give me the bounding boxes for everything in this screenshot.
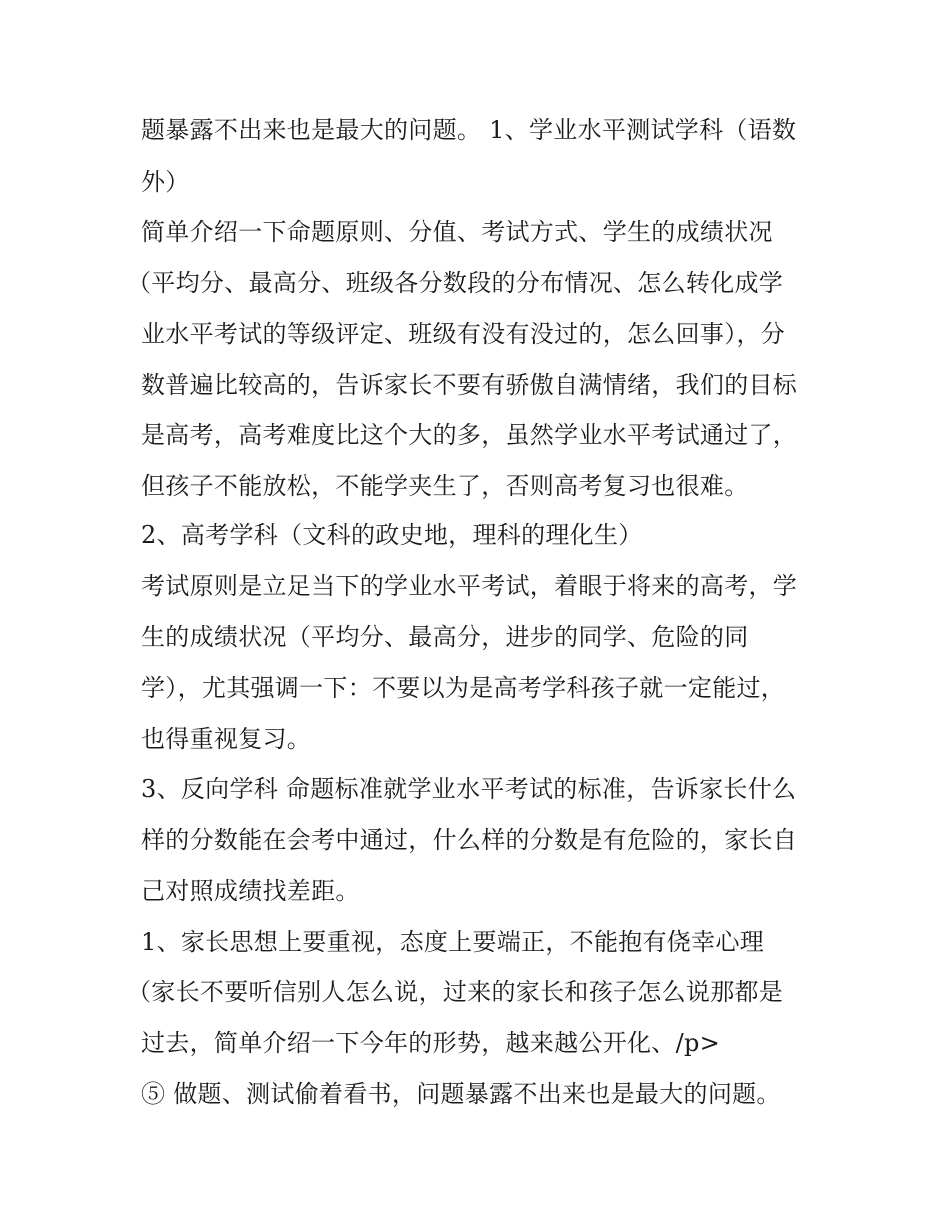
text-line: 外） (141, 168, 190, 196)
text-line: 但孩子不能放松，不能学夹生了，否则高考复习也很难。 (141, 472, 749, 500)
text-line: 过去，简单介绍一下今年的形势，越来越公开化、/p> (141, 1029, 721, 1057)
text-line: 是高考，高考难度比这个大的多，虽然学业水平考试通过了， (141, 421, 798, 449)
text-line: 己对照成绩找差距。 (141, 877, 360, 905)
text-line: 样的分数能在会考中通过，什么样的分数是有危险的，家长自 (141, 826, 798, 854)
text-line: 学），尤其强调一下：不要以为是高考学科孩子就一定能过， (141, 674, 786, 702)
text-line: 也得重视复习。 (141, 725, 312, 753)
text-line: 考试原则是立足当下的学业水平考试，着眼于将来的高考，学 (141, 572, 798, 600)
text-line: ⑤ 做题、测试偷着看书，问题暴露不出来也是最大的问题。 (141, 1080, 781, 1108)
text-line: 生的成绩状况（平均分、最高分，进步的同学、危险的同 (141, 623, 749, 651)
text-line: （家长不要听信别人怎么说，过来的家长和孩子怎么说那都是 (127, 978, 784, 1006)
text-line: 题暴露不出来也是最大的问题。 1、学业水平测试学科（语数 (141, 116, 797, 144)
text-line: 1、家长思想上要重视，态度上要端正，不能抱有侥幸心理 (141, 928, 765, 956)
text-line: 数普遍比较高的，告诉家长不要有骄傲自满情绪，我们的目标 (141, 371, 798, 399)
text-line: （平均分、最高分、班级各分数段的分布情况、怎么转化成学 (127, 269, 784, 297)
text-line: 3、反向学科 命题标准就学业水平考试的标准，告诉家长什么 (141, 775, 797, 803)
text-line: 业水平考试的等级评定、班级有没有没过的，怎么回事），分 (141, 320, 786, 348)
text-line: 简单介绍一下命题原则、分值、考试方式、学生的成绩状况 (141, 218, 773, 246)
text-line: 2、高考学科（文科的政史地，理科的理化生） (141, 521, 643, 549)
